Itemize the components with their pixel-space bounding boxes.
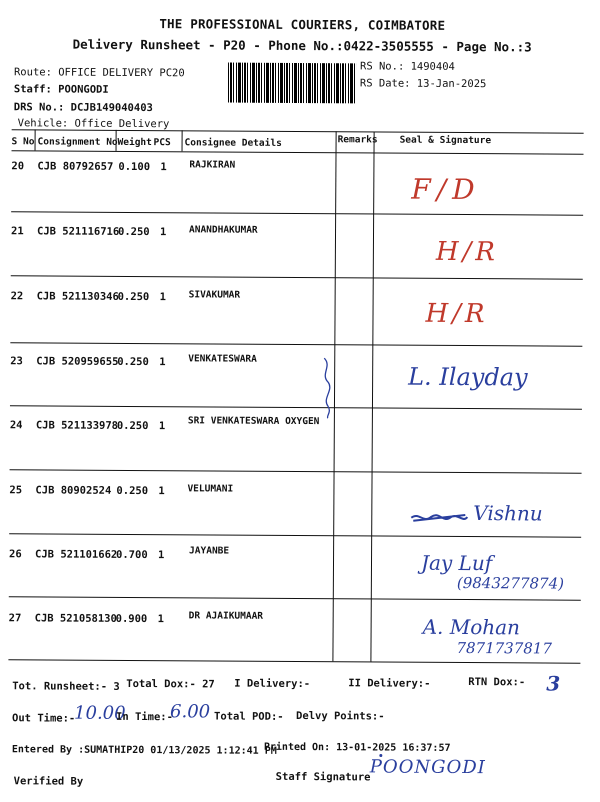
rtn-dox-handwritten: 3 [546, 671, 561, 696]
row-sno: 21 [10, 225, 24, 238]
staff-signature-label: Staff Signature [275, 770, 371, 784]
row-signature-phone: (9843277874) [456, 573, 565, 593]
row-pcs: 1 [159, 291, 166, 304]
verified-by: Verified By [13, 775, 84, 788]
row-signature: A. Mohan [422, 614, 521, 640]
rs-date: RS Date: 13-Jan-2025 [359, 77, 487, 91]
col-header-consignment: Consignment No [37, 136, 118, 148]
row-signature: F/D [411, 172, 481, 207]
row-pcs: 1 [160, 161, 167, 174]
row-pcs: 1 [157, 613, 165, 626]
col-header-remarks: Remarks [337, 134, 378, 146]
rs-number: RS No.: 1490404 [360, 60, 455, 73]
row-weight: 0.900 [115, 612, 148, 626]
row-consignee: VENKATESWARA [188, 353, 257, 365]
row-signature: Vishnu [473, 501, 543, 526]
printed-on: Printed On: 13-01-2025 16:37:57 [263, 741, 451, 754]
staff-signature-handwritten: POONGODI [369, 756, 486, 779]
row-separator [11, 275, 583, 279]
table-header-border [12, 150, 584, 154]
row-weight: 0.250 [117, 290, 150, 304]
row-consignee: VELUMANI [187, 483, 234, 495]
row-sno: 25 [9, 484, 23, 497]
row-signature: H/R [425, 298, 489, 330]
vehicle-label: Vehicle: Office Delivery [17, 117, 170, 131]
delivery-points: Delvy Points:- [296, 709, 385, 723]
row-consignee: JAYANBE [189, 545, 230, 557]
i-delivery: I Delivery:- [234, 677, 311, 691]
col-divider [35, 129, 36, 150]
staff-label: Staff: POONGODI [13, 83, 109, 96]
row-consignee: DR AJAIKUMAAR [188, 610, 264, 622]
total-pod: Total POD:- [214, 710, 284, 723]
total-runsheet: Tot. Runsheet:- 3 [12, 680, 120, 693]
row-consignment: CJB 521116716 [36, 225, 120, 238]
row-sno: 26 [9, 548, 22, 561]
row-consignee: ANANDHAKUMAR [189, 224, 258, 236]
in-time-handwritten: 6.00 [170, 701, 211, 723]
row-consignment: CJB 521058130 [34, 612, 117, 625]
out-time-handwritten: 10.00 [74, 702, 126, 724]
table-bottom-border [8, 659, 580, 663]
entered-by: Entered By :SUMATHIP20 01/13/2025 1:12:41 PM [11, 744, 277, 757]
col-header-consignee: Consignee Details [184, 137, 282, 149]
row-weight: 0.100 [118, 160, 151, 174]
row-separator [11, 211, 583, 215]
row-separator [10, 342, 582, 346]
pen-squiggle [318, 356, 338, 420]
row-separator [9, 533, 581, 537]
row-pcs: 1 [158, 485, 165, 498]
row-sno: 22 [10, 290, 24, 303]
row-pcs: 1 [159, 226, 167, 239]
row-sno: 24 [9, 419, 23, 432]
company-title: THE PROFESSIONAL COURIERS, COIMBATORE [159, 16, 446, 33]
row-consignment: CJB 521101662 [35, 548, 118, 561]
row-weight: 0.250 [116, 484, 149, 498]
row-consignment: CJB 521130346 [36, 290, 119, 303]
row-consignment: CJB 80902524 [35, 484, 112, 497]
row-separator [10, 405, 582, 409]
scribble-mark [409, 511, 469, 525]
table-top-border [12, 129, 584, 133]
row-signature: Jay Luf [420, 550, 493, 576]
col-header-seal: Seal & Signature [399, 134, 492, 147]
col-header-weight: Weight [117, 136, 152, 149]
runsheet-subtitle: Delivery Runsheet - P20 - Phone No.:0422-3505555 - Page No.:3 [72, 36, 532, 55]
row-sno: 27 [8, 612, 22, 625]
ii-delivery: II Delivery:- [348, 677, 431, 690]
col-divider [182, 130, 183, 151]
row-pcs: 1 [158, 549, 165, 562]
remarks-divider-right [370, 131, 374, 661]
row-signature: L. Ilayday [408, 362, 528, 392]
total-dox: Total Dox:- 27 [126, 677, 215, 691]
row-consignee: SRI VENKATESWARA OXYGEN [187, 415, 320, 428]
row-consignment: CJB 520959655 [36, 355, 119, 368]
drs-number: DRS No.: DCJB149040403 [13, 101, 153, 115]
row-weight: 0.250 [117, 355, 149, 369]
row-sno: 20 [11, 160, 25, 173]
row-consignment: CJB 521133978 [35, 419, 119, 432]
col-header-pcs: PCS [153, 137, 171, 149]
row-signature: H/R [435, 236, 500, 268]
row-separator [9, 596, 581, 600]
row-separator [10, 469, 582, 473]
barcode-image [228, 63, 356, 104]
row-sno: 23 [10, 355, 23, 368]
row-consignee: SIVAKUMAR [188, 289, 241, 301]
route-label: Route: OFFICE DELIVERY PC20 [13, 66, 185, 80]
row-weight: 0.250 [117, 225, 150, 239]
out-time: Out Time:- [12, 712, 76, 725]
row-weight: 0.250 [116, 419, 149, 433]
col-header-sno: S No [11, 136, 35, 148]
row-pcs: 1 [158, 420, 166, 433]
row-signature-phone: 7871737817 [456, 638, 552, 658]
row-consignment: CJB 80792657 [37, 160, 114, 173]
row-consignee: RAJKIRAN [189, 159, 236, 171]
in-time: In Time:- [116, 710, 174, 724]
rtn-dox: RTN Dox:- [468, 676, 526, 689]
row-weight: 0.700 [116, 548, 148, 562]
row-pcs: 1 [159, 356, 166, 369]
